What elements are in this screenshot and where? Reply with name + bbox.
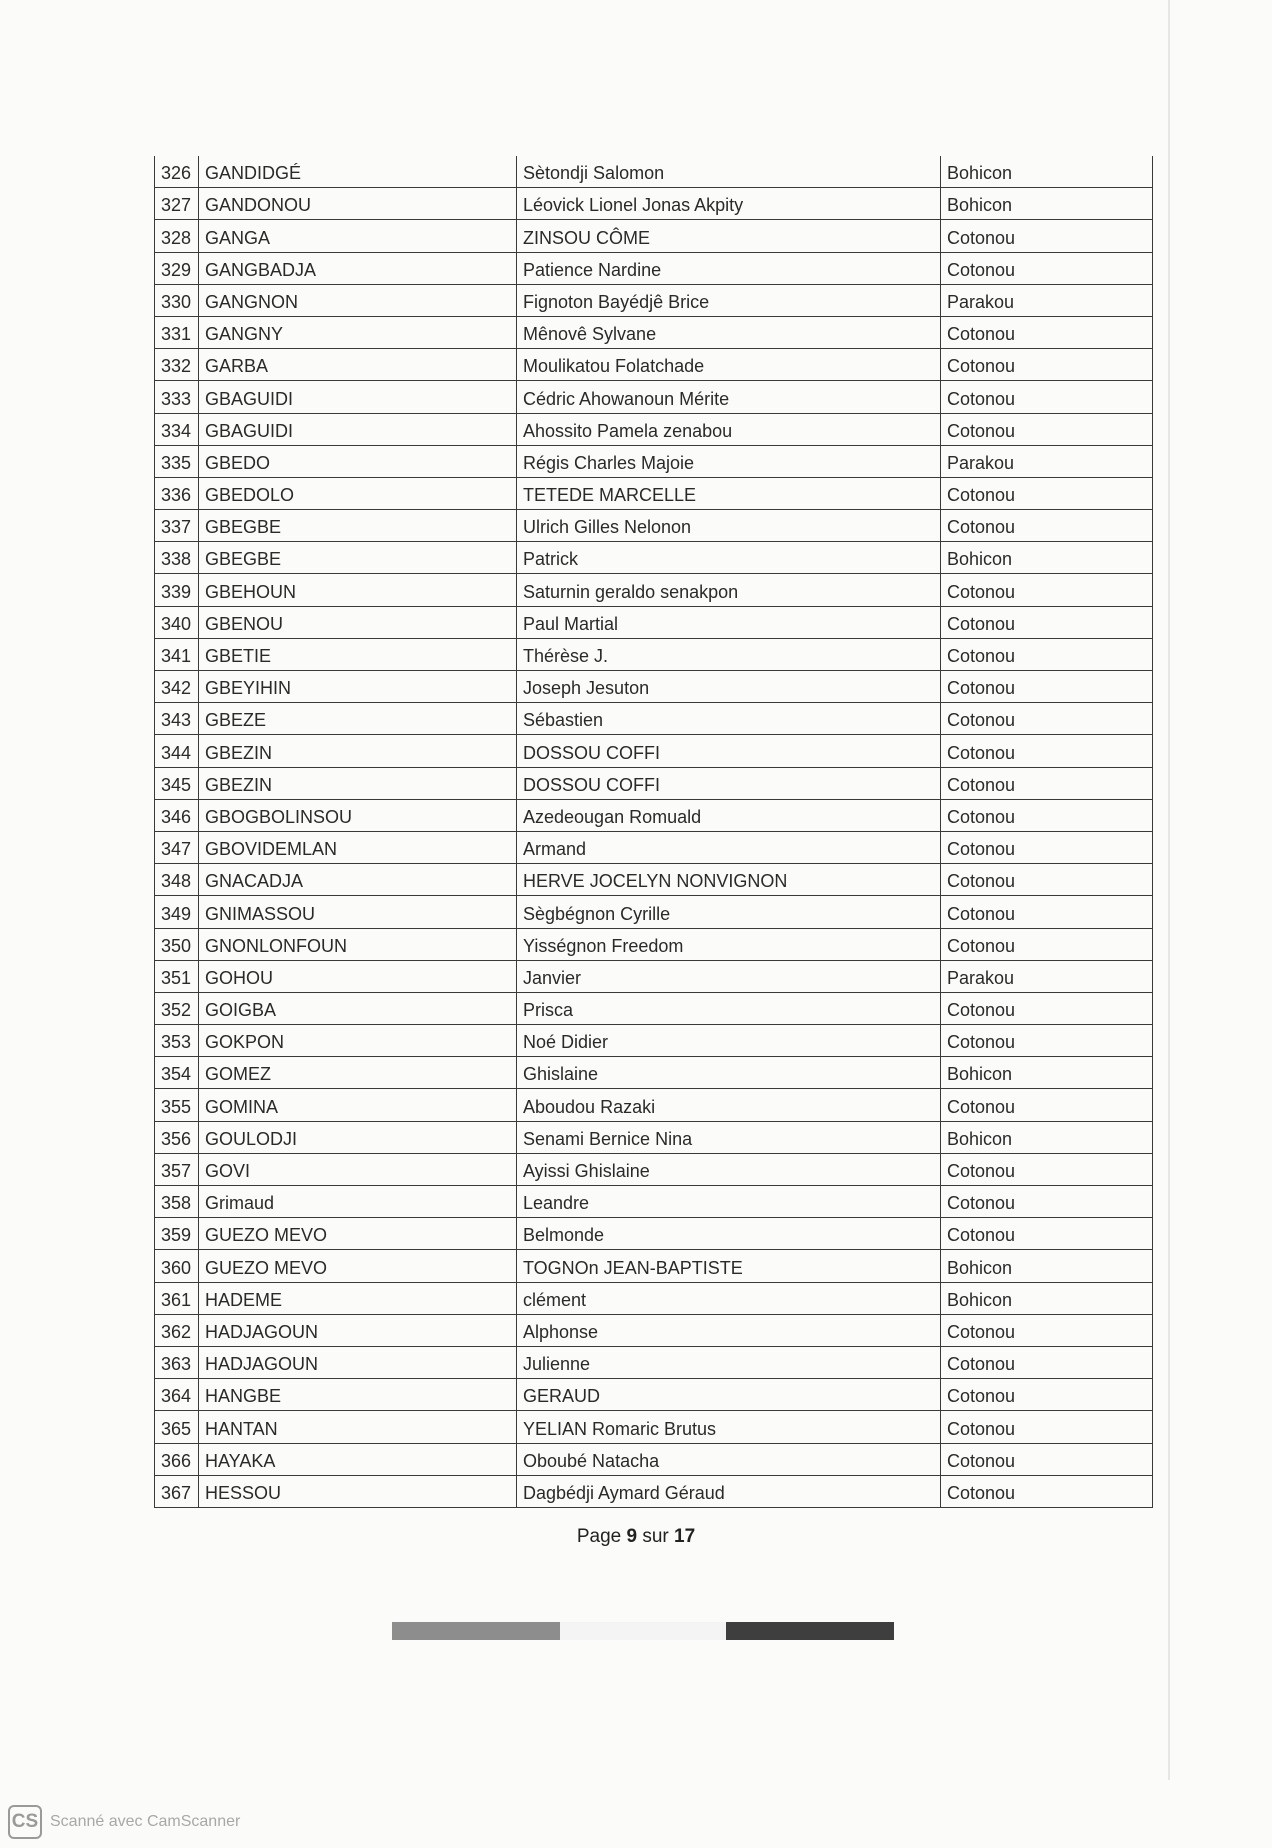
row-number: 361 (155, 1282, 199, 1314)
last-name: Grimaud (199, 1186, 517, 1218)
row-number: 359 (155, 1218, 199, 1250)
table-row (155, 799, 1153, 831)
row-number: 339 (155, 574, 199, 606)
last-name: GBOGBOLINSOU (199, 799, 517, 831)
last-name: HANGBE (199, 1379, 517, 1411)
last-name: GOULODJI (199, 1121, 517, 1153)
first-name: Sègbégnon Cyrille (517, 896, 941, 928)
first-name: DOSSOU COFFI (517, 767, 941, 799)
first-name: Dagbédji Aymard Géraud (517, 1475, 941, 1507)
first-name: Prisca (517, 992, 941, 1024)
row-number: 338 (155, 542, 199, 574)
first-name: Aboudou Razaki (517, 1089, 941, 1121)
table-row (155, 1089, 1153, 1121)
row-number: 343 (155, 703, 199, 735)
first-name: Ahossito Pamela zenabou (517, 413, 941, 445)
table-row (155, 156, 1153, 188)
first-name: ZINSOU CÔME (517, 220, 941, 252)
row-number: 360 (155, 1250, 199, 1282)
last-name: HADJAGOUN (199, 1314, 517, 1346)
table-row (155, 349, 1153, 381)
first-name: GERAUD (517, 1379, 941, 1411)
table-row (155, 703, 1153, 735)
table-row (155, 381, 1153, 413)
city: Bohicon (941, 542, 1153, 574)
last-name: HADEME (199, 1282, 517, 1314)
last-name: GBENOU (199, 606, 517, 638)
city: Cotonou (941, 574, 1153, 606)
city: Cotonou (941, 671, 1153, 703)
current-page: 9 (626, 1526, 638, 1547)
city: Cotonou (941, 864, 1153, 896)
table-row (155, 960, 1153, 992)
table-row (155, 252, 1153, 284)
row-number: 363 (155, 1346, 199, 1378)
city: Parakou (941, 445, 1153, 477)
city: Cotonou (941, 1218, 1153, 1250)
row-number: 341 (155, 638, 199, 670)
row-number: 355 (155, 1089, 199, 1121)
scan-bar-left (392, 1622, 560, 1640)
last-name: GOIGBA (199, 992, 517, 1024)
first-name: Saturnin geraldo senakpon (517, 574, 941, 606)
first-name: TOGNOn JEAN-BAPTISTE (517, 1250, 941, 1282)
last-name: GUEZO MEVO (199, 1218, 517, 1250)
city: Cotonou (941, 703, 1153, 735)
last-name: GBEDOLO (199, 477, 517, 509)
city: Cotonou (941, 1379, 1153, 1411)
row-number: 328 (155, 220, 199, 252)
row-number: 352 (155, 992, 199, 1024)
last-name: HADJAGOUN (199, 1346, 517, 1378)
first-name: Oboubé Natacha (517, 1443, 941, 1475)
city: Cotonou (941, 992, 1153, 1024)
last-name: GBEHOUN (199, 574, 517, 606)
city: Cotonou (941, 510, 1153, 542)
city: Cotonou (941, 928, 1153, 960)
table-row (155, 671, 1153, 703)
first-name: Léovick Lionel Jonas Akpity (517, 188, 941, 220)
table-row (155, 1443, 1153, 1475)
last-name: HESSOU (199, 1475, 517, 1507)
city: Cotonou (941, 316, 1153, 348)
city: Cotonou (941, 767, 1153, 799)
last-name: GBOVIDEMLAN (199, 831, 517, 863)
city: Cotonou (941, 1186, 1153, 1218)
last-name: GANGA (199, 220, 517, 252)
table-row (155, 477, 1153, 509)
last-name: GOMINA (199, 1089, 517, 1121)
first-name: Sébastien (517, 703, 941, 735)
table-row (155, 220, 1153, 252)
city: Cotonou (941, 1089, 1153, 1121)
row-number: 367 (155, 1475, 199, 1507)
row-number: 353 (155, 1025, 199, 1057)
city: Cotonou (941, 1475, 1153, 1507)
row-number: 357 (155, 1153, 199, 1185)
city: Cotonou (941, 896, 1153, 928)
first-name: Alphonse (517, 1314, 941, 1346)
last-name: GANGNY (199, 316, 517, 348)
table-row (155, 1314, 1153, 1346)
row-number: 335 (155, 445, 199, 477)
row-number: 340 (155, 606, 199, 638)
table-row (155, 606, 1153, 638)
table-row (155, 445, 1153, 477)
last-name: HANTAN (199, 1411, 517, 1443)
last-name: GANGBADJA (199, 252, 517, 284)
last-name: GANGNON (199, 284, 517, 316)
city: Cotonou (941, 735, 1153, 767)
last-name: GNIMASSOU (199, 896, 517, 928)
city: Cotonou (941, 477, 1153, 509)
page-footer (0, 1526, 1272, 1548)
scan-bar-right (726, 1622, 894, 1640)
row-number: 366 (155, 1443, 199, 1475)
total-pages: 17 (674, 1526, 696, 1547)
first-name: Paul Martial (517, 606, 941, 638)
city: Cotonou (941, 831, 1153, 863)
city: Parakou (941, 284, 1153, 316)
table-row (155, 413, 1153, 445)
table-row (155, 767, 1153, 799)
last-name: GBAGUIDI (199, 413, 517, 445)
page-edge-shadow (1168, 0, 1170, 1780)
table-row (155, 1121, 1153, 1153)
first-name: Fignoton Bayédjê Brice (517, 284, 941, 316)
city: Cotonou (941, 606, 1153, 638)
first-name: Senami Bernice Nina (517, 1121, 941, 1153)
first-name: Moulikatou Folatchade (517, 349, 941, 381)
city: Bohicon (941, 1121, 1153, 1153)
last-name: GBEZIN (199, 735, 517, 767)
table-row (155, 831, 1153, 863)
last-name: GNONLONFOUN (199, 928, 517, 960)
row-number: 337 (155, 510, 199, 542)
row-number: 331 (155, 316, 199, 348)
of-word: sur (642, 1526, 669, 1547)
table-row (155, 510, 1153, 542)
last-name: GBEZE (199, 703, 517, 735)
last-name: GBEGBE (199, 510, 517, 542)
first-name: DOSSOU COFFI (517, 735, 941, 767)
row-number: 365 (155, 1411, 199, 1443)
last-name: GNACADJA (199, 864, 517, 896)
city: Bohicon (941, 1282, 1153, 1314)
last-name: GOMEZ (199, 1057, 517, 1089)
row-number: 334 (155, 413, 199, 445)
last-name: GBEGBE (199, 542, 517, 574)
row-number: 342 (155, 671, 199, 703)
table-row (155, 864, 1153, 896)
roster-table (154, 156, 1153, 1508)
table-row (155, 1411, 1153, 1443)
first-name: Joseph Jesuton (517, 671, 941, 703)
row-number: 327 (155, 188, 199, 220)
table-row (155, 1282, 1153, 1314)
table-row (155, 316, 1153, 348)
first-name: HERVE JOCELYN NONVIGNON (517, 864, 941, 896)
city: Parakou (941, 960, 1153, 992)
table-row (155, 638, 1153, 670)
row-number: 333 (155, 381, 199, 413)
camscanner-watermark (8, 1805, 240, 1839)
first-name: TETEDE MARCELLE (517, 477, 941, 509)
table-row (155, 992, 1153, 1024)
row-number: 362 (155, 1314, 199, 1346)
first-name: Janvier (517, 960, 941, 992)
last-name: GBEDO (199, 445, 517, 477)
first-name: Mênovê Sylvane (517, 316, 941, 348)
city: Bohicon (941, 156, 1153, 188)
city: Bohicon (941, 1250, 1153, 1282)
table-row (155, 1346, 1153, 1378)
first-name: Julienne (517, 1346, 941, 1378)
row-number: 347 (155, 831, 199, 863)
row-number: 349 (155, 896, 199, 928)
row-number: 358 (155, 1186, 199, 1218)
first-name: Leandre (517, 1186, 941, 1218)
table-row (155, 1057, 1153, 1089)
row-number: 326 (155, 156, 199, 188)
first-name: Azedeougan Romuald (517, 799, 941, 831)
city: Cotonou (941, 349, 1153, 381)
table-row (155, 1475, 1153, 1507)
table-row (155, 1379, 1153, 1411)
first-name: Ulrich Gilles Nelonon (517, 510, 941, 542)
last-name: GBEYIHIN (199, 671, 517, 703)
last-name: GBAGUIDI (199, 381, 517, 413)
city: Cotonou (941, 1346, 1153, 1378)
first-name: Belmonde (517, 1218, 941, 1250)
first-name: Thérèse J. (517, 638, 941, 670)
scan-bar-middle (560, 1622, 726, 1640)
first-name: Patrick (517, 542, 941, 574)
row-number: 344 (155, 735, 199, 767)
first-name: Patience Nardine (517, 252, 941, 284)
city: Cotonou (941, 1443, 1153, 1475)
table-row (155, 1025, 1153, 1057)
city: Cotonou (941, 799, 1153, 831)
camscanner-logo-icon: CS (8, 1805, 42, 1839)
city: Cotonou (941, 1153, 1153, 1185)
city: Bohicon (941, 1057, 1153, 1089)
table-row (155, 284, 1153, 316)
last-name: GBETIE (199, 638, 517, 670)
row-number: 336 (155, 477, 199, 509)
city: Cotonou (941, 220, 1153, 252)
first-name: Ayissi Ghislaine (517, 1153, 941, 1185)
first-name: Ghislaine (517, 1057, 941, 1089)
row-number: 348 (155, 864, 199, 896)
row-number: 345 (155, 767, 199, 799)
first-name: Yisségnon Freedom (517, 928, 941, 960)
city: Cotonou (941, 1025, 1153, 1057)
first-name: YELIAN Romaric Brutus (517, 1411, 941, 1443)
table-row (155, 896, 1153, 928)
city: Cotonou (941, 1411, 1153, 1443)
first-name: Armand (517, 831, 941, 863)
table-row (155, 1153, 1153, 1185)
first-name: Noé Didier (517, 1025, 941, 1057)
row-number: 364 (155, 1379, 199, 1411)
row-number: 350 (155, 928, 199, 960)
last-name: GANDONOU (199, 188, 517, 220)
row-number: 329 (155, 252, 199, 284)
city: Cotonou (941, 413, 1153, 445)
last-name: GANDIDGÉ (199, 156, 517, 188)
last-name: GOVI (199, 1153, 517, 1185)
table-row (155, 542, 1153, 574)
city: Cotonou (941, 252, 1153, 284)
table-row (155, 928, 1153, 960)
row-number: 346 (155, 799, 199, 831)
row-number: 354 (155, 1057, 199, 1089)
last-name: HAYAKA (199, 1443, 517, 1475)
first-name: clément (517, 1282, 941, 1314)
table-row (155, 1218, 1153, 1250)
page-word: Page (576, 1526, 622, 1547)
city: Cotonou (941, 381, 1153, 413)
table-row (155, 735, 1153, 767)
city: Bohicon (941, 188, 1153, 220)
last-name: GOHOU (199, 960, 517, 992)
camscanner-text: Scanné avec CamScanner (50, 1813, 241, 1830)
last-name: GUEZO MEVO (199, 1250, 517, 1282)
first-name: Régis Charles Majoie (517, 445, 941, 477)
last-name: GARBA (199, 349, 517, 381)
row-number: 351 (155, 960, 199, 992)
row-number: 356 (155, 1121, 199, 1153)
table-row (155, 574, 1153, 606)
table-row (155, 188, 1153, 220)
first-name: Sètondji Salomon (517, 156, 941, 188)
last-name: GOKPON (199, 1025, 517, 1057)
table-row (155, 1250, 1153, 1282)
row-number: 330 (155, 284, 199, 316)
first-name: Cédric Ahowanoun Mérite (517, 381, 941, 413)
table-row (155, 1186, 1153, 1218)
city: Cotonou (941, 1314, 1153, 1346)
roster-body (155, 156, 1153, 1507)
row-number: 332 (155, 349, 199, 381)
city: Cotonou (941, 638, 1153, 670)
last-name: GBEZIN (199, 767, 517, 799)
